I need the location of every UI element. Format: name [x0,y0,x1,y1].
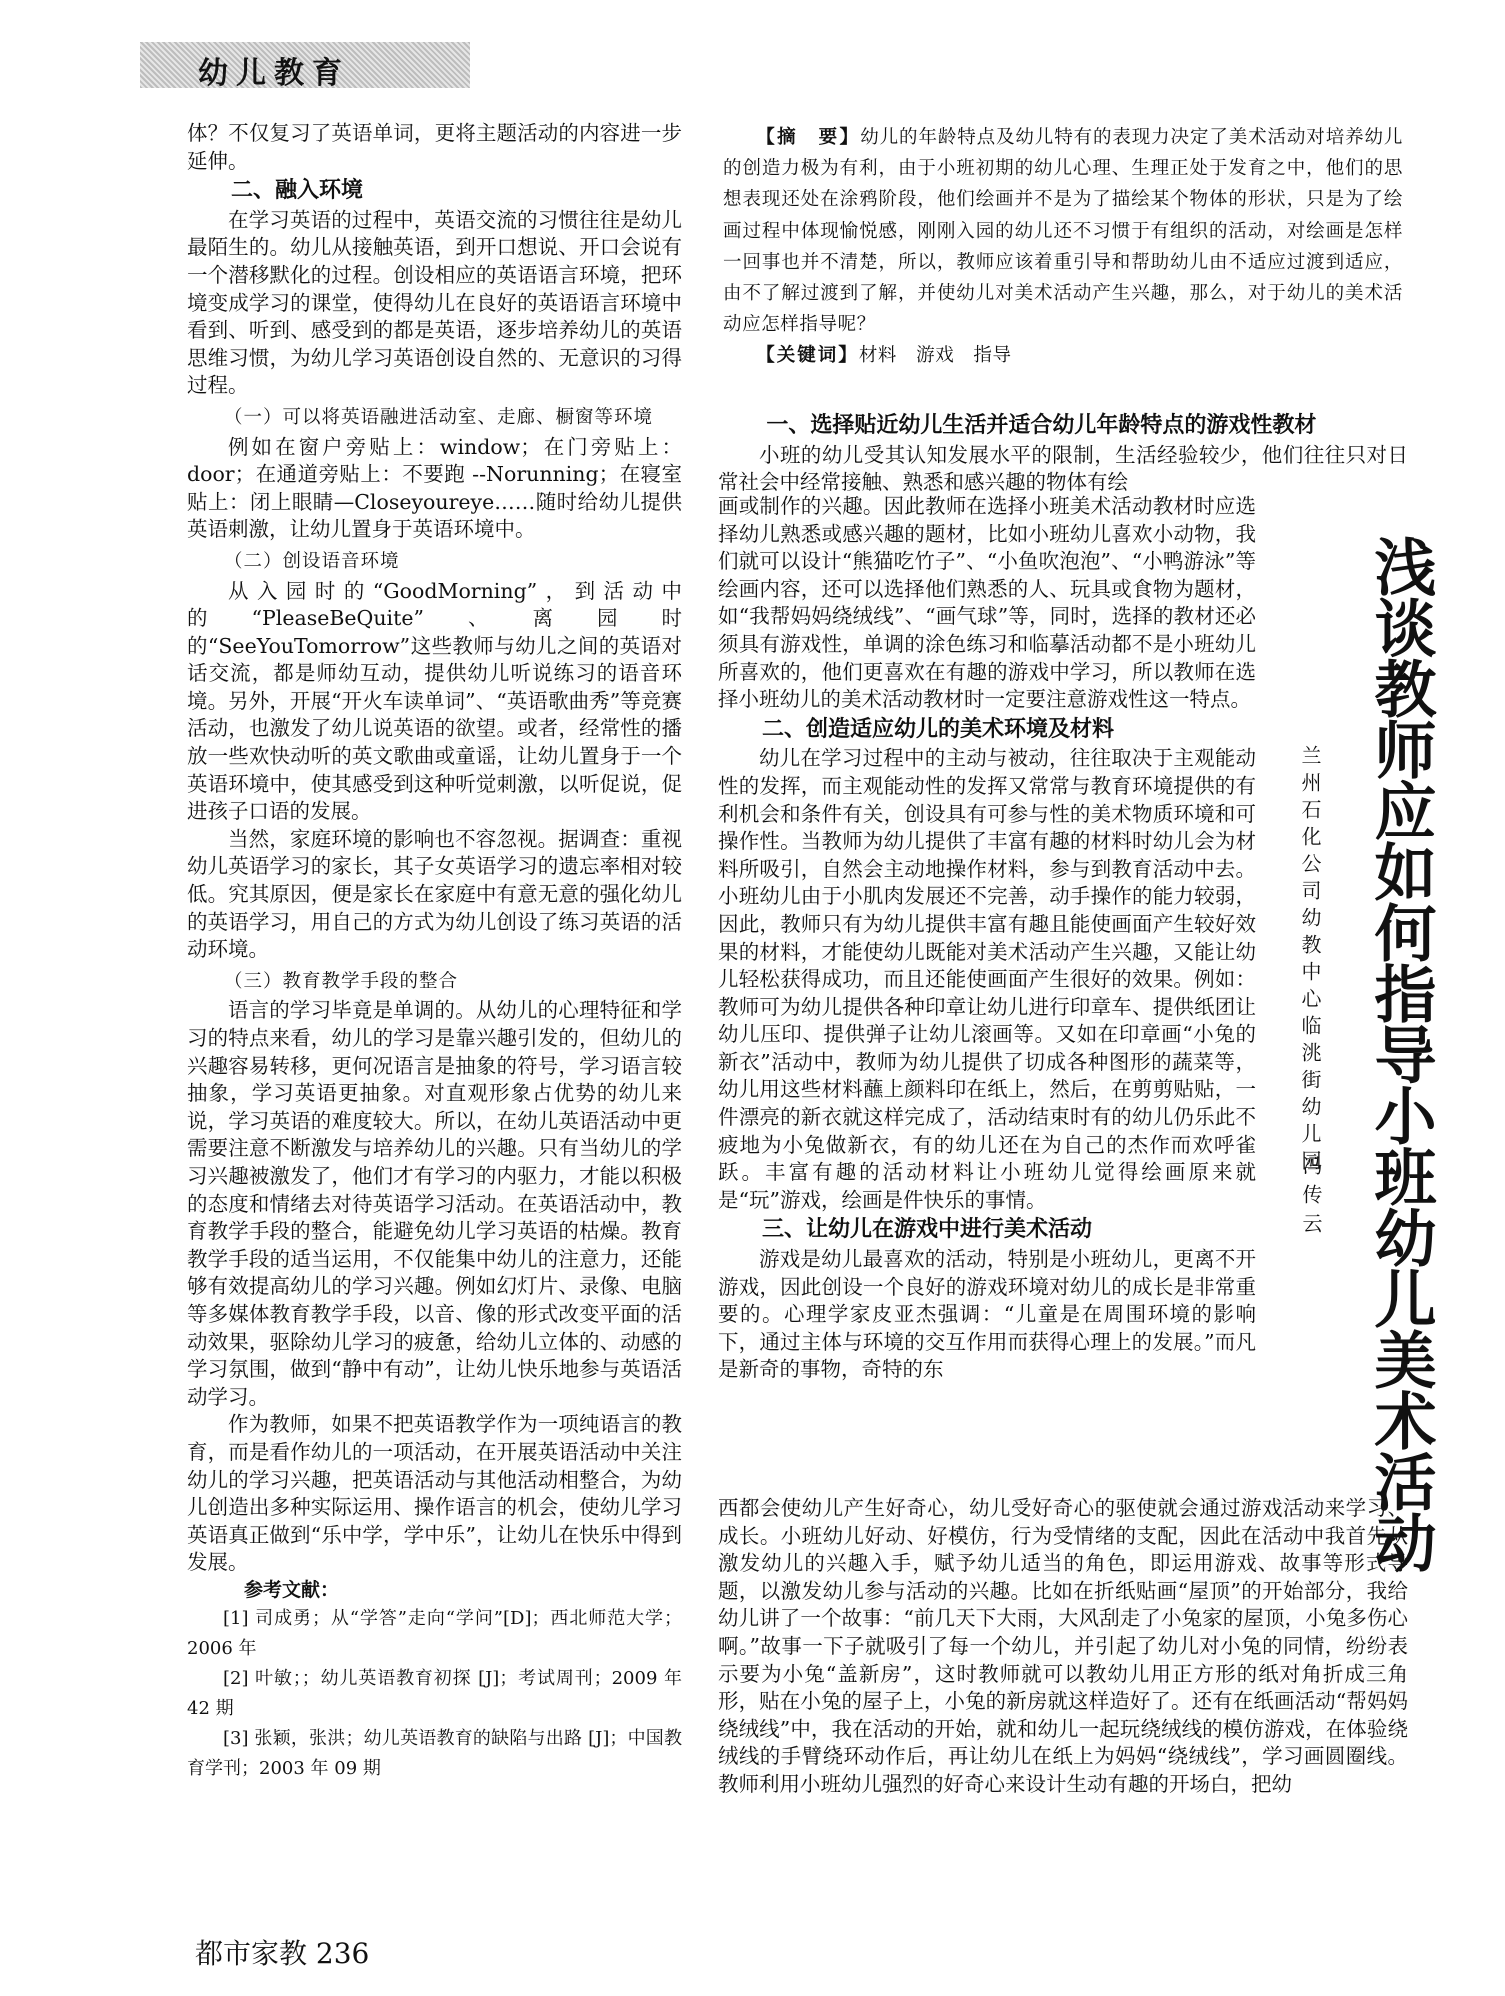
section-header [140,42,470,91]
abstract-block [723,122,1403,372]
paragraph: 小班的幼儿受其认知发展水平的限制，生活经验较少，他们往往只对日常社会中经常接触、熟悉和感兴趣的物体有绘 [718,442,1408,495]
section-heading: 三、让幼儿在游戏中进行美术活动 [762,1217,1093,1243]
paragraph: 当然，家庭环境的影响也不容忽视。据调查：重视幼儿英语学习的家长，其子女英语学习的遗忘率相对较低。究其原因，便是家长在家庭中有意无意的强化幼儿的英语学习，用自己的方式为幼儿创设了练习英语的活动环境。 [187,826,682,962]
abstract-text: 幼儿的年龄特点及幼儿特有的表现力决定了美术活动对培养幼儿的创造力极为有利，由于小班初期的幼儿心理、生理正处于发育之中，他们的思想表现还处在涂鸦阶段，他们绘画并不是为了描绘某个物体的形状，只是为了绘画过程中体现愉悦感，刚刚入园的幼儿还不习惯于有组织的活动，对绘画是怎样一回事也并不清楚，所以，教师应该着重引导和帮助幼儿由不适应过渡到适应，由不了解过渡到了解，并使幼儿对美术活动产生兴趣，那么，对于幼儿的美术活动应怎样指导呢？ [723,127,1403,336]
author-affiliation: 兰州石化公司幼教中心临洮街幼儿园 [1298,745,1322,1177]
section-title: 幼儿教育 [198,56,350,91]
references-list [187,1604,682,1784]
right-column-top [718,410,1408,497]
page-footer: 都市家教 236 [195,1937,370,1970]
keywords-text: 材料 游戏 指导 [858,345,1012,367]
reference-item: [1] 司成勇；从“学答”走向“学问”[D]；西北师范大学；2006 年 [187,1608,682,1660]
right-column-bottom [718,1495,1408,1799]
subsection-heading: （一）可以将英语融进活动室、走廊、橱窗等环境 [224,406,654,428]
section-heading: 一、选择贴近幼儿生活并适合幼儿年龄特点的游戏性教材 [766,413,1317,438]
subsection-heading: （三）教育教学手段的整合 [224,970,459,992]
references-heading: 参考文献： [244,1578,340,1601]
paragraph: 游戏是幼儿最喜欢的活动，特别是小班幼儿，更离不开游戏，因此创设一个良好的游戏环境对幼儿的成长是非常重要的。心理学家皮亚杰强调：“儿童是在周围环境的影响下，通过主体与环境的交互作用而获得心理上的发展。”而凡是新奇的事物，奇特的东 [718,1247,1256,1382]
author-name: 冯传云 [1299,1155,1323,1242]
article-title: 浅谈教师应如何指导小班幼儿美术活动 [1364,535,1437,1572]
reference-item: [2] 叶敏；；幼儿英语教育初探 [J]；考试周刊；2009 年 42 期 [187,1668,682,1720]
right-column-narrow [718,493,1256,1384]
paragraph: 幼儿在学习过程中的主动与被动，往往取决于主观能动性的发挥，而主观能动性的发挥又常常与教育环境提供的有利机会和条件有关，创设具有可参与性的美术物质环境和可操作性。当教师为幼儿提供了丰富有趣的材料时幼儿会为材料所吸引，自然会主动地操作材料，参与到教育活动中去。小班幼儿由于小肌肉发展还不完善，动手操作的能力较弱，因此，教师只有为幼儿提供丰富有趣且能使画面产生较好效果的材料，才能使幼儿既能对美术活动产生兴趣，又能让幼儿轻松获得成功，而且还能使画面产生很好的效果。例如：教师可为幼儿提供各种印章让幼儿进行印章车、提供纸团让幼儿压印、提供弹子让幼儿滚画等。又如在印章画“小兔的新衣”活动中，教师为幼儿提供了切成各种图形的蔬菜等，幼儿用这些材料蘸上颜料印在纸上，然后，在剪剪贴贴，一件漂亮的新衣就这样完成了，活动结束时有的幼儿仍乐此不疲地为小兔做新衣，有的幼儿还在为自己的杰作而欢呼雀跃。丰富有趣的活动材料让小班幼儿觉得绘画原来就是“玩”游戏，绘画是件快乐的事情。 [718,746,1256,1212]
paragraph: 语言的学习毕竟是单调的。从幼儿的心理特征和学习的特点来看，幼儿的学习是靠兴趣引发的，但幼儿的兴趣容易转移，更何况语言是抽象的符号，学习语言较抽象，学习英语更抽象。对直观形象占优势的幼儿来说，学习英语的难度较大。所以，在幼儿英语活动中更需要注意不断激发与培养幼儿的兴趣。只有当幼儿的学习兴趣被激发了，他们才有学习的内驱力，才能以积极的态度和情绪去对待英语学习活动。在英语活动中，教育教学手段的整合，能避免幼儿学习英语的枯燥。教育教学手段的适当运用，不仅能集中幼儿的注意力，还能够有效提高幼儿的学习兴趣。例如幻灯片、录像、电脑等多媒体教育教学手段，以音、像的形式改变平面的活动效果，驱除幼儿学习的疲惫，给幼儿立体的、动感的学习氛围，做到“静中有动”，让幼儿快乐地参与英语活动学习。 [187,998,682,1409]
paragraph: 例如在窗户旁贴上：window；在门旁贴上：door；在通道旁贴上：不要跑 --Norunning；在寝室贴上：闭上眼睛—Closeyoureye……随时给幼儿提供英语刺激，让幼儿置身于英语环境中。 [187,434,682,542]
paragraph: 从入园时的“GoodMorning”，到活动中的“PleaseBeQuite”、离园时的“SeeYouTomorrow”这些教师与幼儿之间的英语对话交流，都是师幼互动，提供幼儿听说练习的语音环境。另外，开展“开火车读单词”、“英语歌曲秀”等竞赛活动，也激发了幼儿说英语的欲望。或者，经常性的播放一些欢快动听的英文歌曲或童谣，让幼儿置身于一个英语环境中，使其感受到这种听觉刺激，以听促说，促进孩子口语的发展。 [187,578,682,824]
subsection-heading: （二）创设语音环境 [224,550,400,572]
reference-item: [3] 张颖，张洪；幼儿英语教育的缺陷与出路 [J]；中国教育学刊；2003 年 09 期 [187,1728,682,1780]
keywords-label: 【关键词】 [756,345,859,367]
left-column [187,120,682,1784]
paragraph: 在学习英语的过程中，英语交流的习惯往往是幼儿最陌生的。幼儿从接触英语，到开口想说、开口会说有一个潜移默化的过程。创设相应的英语语言环境，把环境变成学习的课堂，使得幼儿在良好的英语语言环境中看到、听到、感受到的都是英语，逐步培养幼儿的英语思维习惯，为幼儿学习英语创设自然的、无意识的习得过程。 [187,207,682,398]
section-heading: 二、融入环境 [231,178,364,204]
paragraph: 作为教师，如果不把英语教学作为一项纯语言的教育，而是看作幼儿的一项活动，在开展英语活动中关注幼儿的学习兴趣，把英语活动与其他活动相整合，为幼儿创造出多种实际运用、操作语言的机会，使幼儿学习英语真正做到“乐中学，学中乐”，让幼儿在快乐中得到发展。 [187,1412,682,1575]
paragraph: 画或制作的兴趣。因此教师在选择小班美术活动教材时应选择幼儿熟悉或感兴趣的题材，比如小班幼儿喜欢小动物，我们就可以设计“熊猫吃竹子”、“小鱼吹泡泡”、“小鸭游泳”等绘画内容，还可以选择他们熟悉的人、玩具或食物为题材，如“我帮妈妈绕绒线”、“画气球”等，同时，选择的教材还必须具有游戏性，单调的涂色练习和临摹活动都不是小班幼儿所喜欢的，他们更喜欢在有趣的游戏中学习，所以教师在选择小班幼儿的美术活动教材时一定要注意游戏性这一特点。 [718,494,1256,712]
paragraph: 西都会使幼儿产生好奇心，幼儿受好奇心的驱使就会通过游戏活动来学习、成长。小班幼儿好动、好模仿，行为受情绪的支配，因此在活动中我首先从激发幼儿的兴趣入手，赋予幼儿适当的角色，即运用游戏、故事等形式导题，以激发幼儿参与活动的兴趣。比如在折纸贴画“屋顶”的开始部分，我给幼儿讲了一个故事：“前几天下大雨，大风刮走了小兔家的屋顶，小兔多伤心啊。”故事一下子就吸引了每一个幼儿，并引起了幼儿对小兔的同情，纷纷表示要为小兔“盖新房”，这时教师就可以教幼儿用正方形的纸对角折成三角形，贴在小兔的屋子上，小兔的新房就这样造好了。还有在纸画活动“帮妈妈绕绒线”中，我在活动的开始，就和幼儿一起玩绕绒线的模仿游戏，在体验绕绒线的手臂绕环动作后，再让幼儿在纸上为妈妈“绕绒线”，学习画圆圈线。教师利用小班幼儿强烈的好奇心来设计生动有趣的开场白，把幼 [718,1496,1408,1796]
paragraph: 体？不仅复习了英语单词，更将主题活动的内容进一步延伸。 [187,121,682,173]
section-heading: 二、创造适应幼儿的美术环境及材料 [762,716,1115,742]
abstract-label: 【摘 要】 [756,127,861,148]
